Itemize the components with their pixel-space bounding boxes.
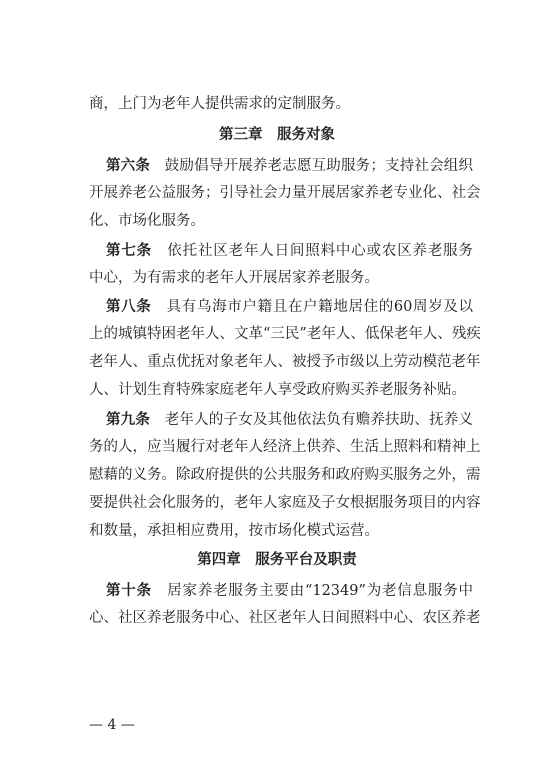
article-6-text: 鼓励倡导开展养老志愿互助服务；支持社会组织: [150, 158, 473, 174]
text-line: 商，上门为老年人提供需求的定制服务。: [89, 96, 350, 112]
article-6-line: [89, 157, 473, 175]
text-line: 化、市场化服务。: [89, 213, 205, 229]
article-7-label: 第七条: [106, 243, 152, 259]
text-line: 人、计划生育特殊家庭老年人享受政府购买养老服务补贴。: [89, 382, 466, 398]
text-line: 开展养老公益服务；引导社会力量开展居家养老专业化、社会: [89, 185, 481, 201]
text-line: 慰藉的义务。除政府提供的公共服务和政府购买服务之外，需: [89, 467, 481, 483]
article-9-text: 老年人的子女及其他依法负有赡养扶助、抚养义: [150, 412, 473, 428]
article-9-line: [89, 411, 473, 429]
article-7-text: 依托社区老年人日间照料中心或农区养老服务: [151, 243, 474, 259]
article-6-label: 第六条: [106, 158, 151, 174]
text-line: 上的城镇特困老年人、文革“三民”老年人、低保老年人、残疾: [89, 326, 481, 342]
article-8-text: 具有乌海市户籍且在户籍地居住的60周岁及以: [151, 299, 474, 315]
text-line: 中心，为有需求的老年人开展居家养老服务。: [89, 270, 379, 286]
article-10-line: [89, 582, 473, 600]
article-10-text: 居家养老服务主要由“12349”为老信息服务中: [151, 583, 474, 599]
text-line: 和数量，承担相应费用，按市场化模式运营。: [89, 523, 379, 539]
article-8-label: 第八条: [106, 299, 152, 315]
article-7-line: [89, 242, 473, 260]
text-line: 要提供社会化服务的，老年人家庭及子女根据服务项目的内容: [89, 495, 481, 511]
chapter-4-heading: 第四章 服务平台及职责: [197, 552, 357, 568]
text-line: 务的人，应当履行对老年人经济上供养、生活上照料和精神上: [89, 439, 481, 455]
article-10-label: 第十条: [106, 583, 152, 599]
text-line: 老年人、重点优抚对象老年人、被授予市级以上劳动模范老年: [89, 354, 481, 370]
chapter-3-heading: 第三章 服务对象: [219, 127, 335, 143]
article-8-line: [89, 298, 473, 316]
article-9-label: 第九条: [106, 412, 151, 428]
page-number: — 4 —: [89, 717, 135, 733]
text-line: 心、社区养老服务中心、社区老年人日间照料中心、农区养老: [89, 610, 481, 626]
